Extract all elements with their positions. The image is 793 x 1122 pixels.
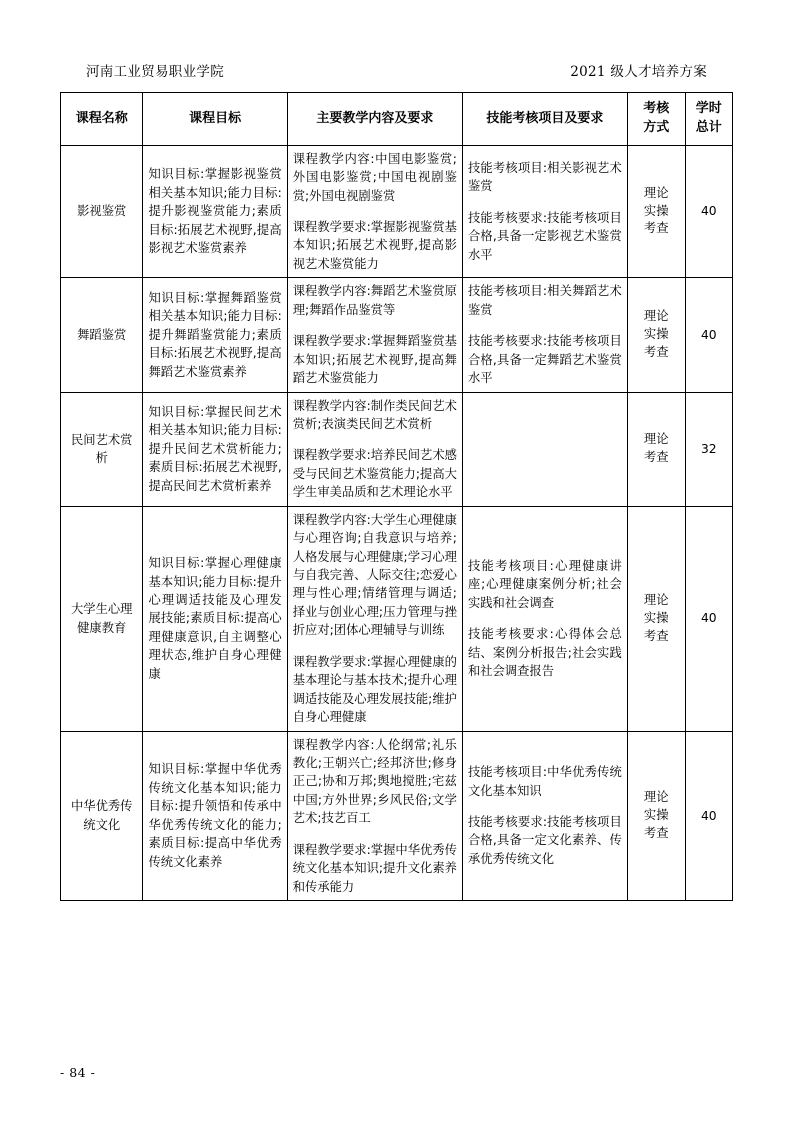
cell-skill-assessment (462, 392, 627, 506)
skill-requirement-text: 技能考核要求:心得体会总结、案例分析报告;社会实践和社会调查报告 (467, 627, 622, 678)
cell-teaching-content (287, 392, 462, 506)
page-header (60, 60, 733, 80)
cell-course-goal: 知识目标:掌握民间艺术相关基本知识;能力目标:提升民间艺术赏析能力;素质目标:拓展艺术视野,提高民间艺术赏析素养 (143, 392, 287, 506)
page-number: - 84 - (60, 1065, 96, 1080)
assessment-method-text-1: 理论 (643, 790, 669, 804)
cell-total-hours: 40 (685, 145, 732, 278)
teaching-content-text: 课程教学内容:大学生心理健康与心理咨询;自我意识与培养;人格发展与心理健康;学习心理与自我完善、人际交往;恋爱心理与性心理;情绪管理与调适;择业与创业心理;压力管理与挫折应对;团体心理辅导与训练 (292, 512, 457, 638)
cell-skill-assessment (462, 506, 627, 731)
cell-total-hours: 40 (685, 506, 732, 731)
column-header-course-name: 课程名称 (61, 93, 143, 146)
cell-course-name: 大学生心理健康教育 (61, 506, 143, 731)
header-document-title: 2021 级人才培养方案 (570, 64, 707, 80)
skill-requirement-text: 技能考核要求:技能考核项目合格,具备一定舞蹈艺术鉴赏水平 (467, 334, 622, 386)
teaching-content-text: 课程教学内容:制作类民间艺术赏析;表演类民间艺术赏析 (292, 398, 457, 431)
table-row (61, 145, 733, 278)
table-row (61, 392, 733, 506)
column-header-assessment-method (627, 93, 685, 146)
cell-skill-assessment (462, 145, 627, 278)
skill-requirement-text: 技能考核要求:技能考核项目合格,具备一定影视艺术鉴赏水平 (467, 210, 622, 262)
header-institution: 河南工业贸易职业学院 (86, 64, 224, 80)
table-row (61, 731, 733, 901)
teaching-content-text: 课程教学内容:舞蹈艺术鉴赏原理;舞蹈作品鉴赏等 (292, 284, 457, 317)
cell-assessment-method (627, 392, 685, 506)
cell-course-goal: 知识目标:掌握影视鉴赏相关基本知识;能力目标:提升影视鉴赏能力;素质目标:拓展艺术视野,提高影视艺术鉴赏素养 (143, 145, 287, 278)
skill-requirement-text: 技能考核要求:技能考核项目合格,具备一定文化素养、传承优秀传统文化 (467, 815, 622, 866)
teaching-content-text: 课程教学内容:中国电影鉴赏;外国电影鉴赏;中国电视剧鉴赏;外国电视剧鉴赏 (292, 151, 457, 203)
assessment-method-text-3: 考查 (643, 221, 669, 236)
column-header-teaching-content: 主要教学内容及要求 (287, 93, 462, 146)
assessment-method-text-2: 实操 (643, 610, 669, 625)
cell-assessment-method (627, 278, 685, 392)
cell-teaching-content (287, 145, 462, 278)
cell-course-name: 中华优秀传统文化 (61, 731, 143, 901)
teaching-requirement-text: 课程教学要求:掌握中华优秀传统文化基本知识;提升文化素养和传承能力 (292, 842, 457, 894)
assessment-method-text-3: 考查 (643, 628, 669, 643)
cell-assessment-method (627, 145, 685, 278)
teaching-requirement-text: 课程教学要求:掌握影视鉴赏基本知识;拓展艺术视野,提高影视艺术鉴赏能力 (292, 220, 457, 271)
course-table (60, 92, 733, 901)
teaching-content-text: 课程教学内容:人伦纲常;礼乐教化;王朝兴亡;经邦济世;修身正己;协和万邦;舆地搅胜;宅兹中国;方外世界;乡风民俗;文学艺术;技艺百工 (292, 737, 457, 826)
assessment-method-text-2: 实操 (643, 203, 669, 218)
assessment-method-text-1: 理论 (643, 185, 669, 200)
skill-item-text: 技能考核项目:相关影视艺术鉴赏 (467, 160, 622, 194)
cell-total-hours: 40 (685, 278, 732, 392)
total-hours-line-2: 总计 (695, 119, 722, 135)
cell-course-goal: 知识目标:掌握中华优秀传统文化基本知识;能力目标:提升领悟和传承中华优秀传统文化的能力;素质目标:提高中华优秀传统文化素养 (143, 731, 287, 901)
cell-assessment-method (627, 506, 685, 731)
assessment-method-text-3: 考查 (643, 344, 669, 359)
total-hours-line-1: 学时 (695, 101, 722, 116)
table-row (61, 278, 733, 392)
cell-total-hours: 32 (685, 392, 732, 506)
assessment-method-text-3: 考查 (643, 825, 669, 840)
assessment-method-text-2: 实操 (643, 326, 669, 341)
teaching-requirement-text: 课程教学要求:掌握心理健康的基本理论与基本技术;提升心理调适技能及心理发展技能;维护自身心理健康 (292, 654, 457, 725)
table-header-row (61, 93, 733, 146)
cell-teaching-content (287, 278, 462, 392)
assessment-method-line-2: 方式 (643, 119, 670, 135)
assessment-method-line-1: 考核 (643, 101, 670, 116)
cell-skill-assessment (462, 278, 627, 392)
teaching-requirement-text: 课程教学要求:掌握舞蹈鉴赏基本知识;拓展艺术视野,提高舞蹈艺术鉴赏能力 (292, 334, 457, 386)
cell-assessment-method (627, 731, 685, 901)
table-row (61, 506, 733, 731)
assessment-method-text-1: 理论 (643, 309, 669, 324)
cell-skill-assessment (462, 731, 627, 901)
cell-total-hours: 40 (685, 731, 732, 901)
column-header-total-hours (685, 93, 732, 146)
cell-teaching-content (287, 731, 462, 901)
column-header-skill-assessment: 技能考核项目及要求 (462, 93, 627, 146)
cell-course-name: 影视鉴赏 (61, 145, 143, 278)
assessment-method-text-1: 理论 (643, 592, 669, 607)
cell-course-name: 民间艺术赏析 (61, 392, 143, 506)
cell-course-name: 舞蹈鉴赏 (61, 278, 143, 392)
assessment-method-text-2: 实操 (643, 807, 669, 822)
cell-teaching-content (287, 506, 462, 731)
cell-course-goal: 知识目标:掌握舞蹈鉴赏相关基本知识;能力目标:提升舞蹈鉴赏能力;素质目标:拓展艺术视野,提高舞蹈艺术鉴赏素养 (143, 278, 287, 392)
assessment-method-text-1: 理论 (643, 432, 669, 447)
teaching-requirement-text: 课程教学要求:培养民间艺术感受与民间艺术鉴赏能力;提高大学生审美品质和艺术理论水平 (292, 448, 457, 500)
column-header-course-goal: 课程目标 (143, 93, 287, 146)
skill-item-text: 技能考核项目:中华优秀传统文化基本知识 (467, 765, 622, 798)
cell-course-goal: 知识目标:掌握心理健康基本知识;能力目标:提升心理调适技能及心理发展技能;素质目标:提高心理健康意识,自主调整心理状态,维护自身心理健康 (143, 506, 287, 731)
skill-item-text: 技能考核项目:心理健康讲座;心理健康案例分析;社会实践和社会调查 (467, 558, 622, 610)
assessment-method-text-2: 考查 (643, 450, 669, 465)
skill-item-text: 技能考核项目:相关舞蹈艺术鉴赏 (467, 284, 622, 317)
